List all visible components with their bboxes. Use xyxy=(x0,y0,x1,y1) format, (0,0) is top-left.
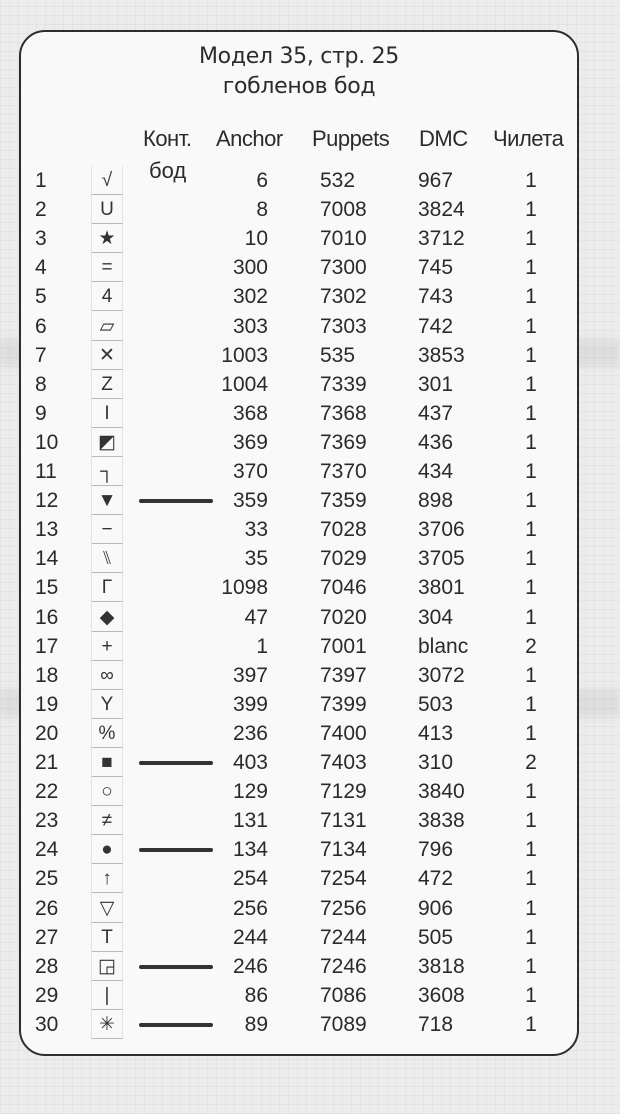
row-number: 20 xyxy=(35,721,59,745)
anchor-code: 10 xyxy=(244,227,268,251)
anchor-code: 303 xyxy=(232,314,268,338)
anchor-code: 246 xyxy=(232,954,268,978)
dmc-code: 505 xyxy=(418,925,454,949)
contour-line-icon xyxy=(139,848,213,852)
dmc-code: 3824 xyxy=(418,198,465,222)
strand-count: 1 xyxy=(525,780,537,804)
table-row xyxy=(21,806,577,835)
strand-count: 1 xyxy=(525,867,537,891)
anchor-code: 86 xyxy=(244,983,268,1007)
puppets-code: 7254 xyxy=(320,867,367,891)
puppets-code: 7403 xyxy=(320,751,367,774)
strand-count: 1 xyxy=(525,401,537,425)
strand-count: 1 xyxy=(525,169,537,192)
strand-count: 1 xyxy=(525,460,537,483)
title-line-1: Модел 35, стр. 25 xyxy=(199,44,399,69)
strand-count: 1 xyxy=(525,1012,537,1036)
down-triangle-outline-icon: ▽ xyxy=(91,894,123,923)
dmc-code: blanc xyxy=(418,634,469,658)
percent-icon: % xyxy=(91,719,123,748)
half-filled-square-icon: ◩ xyxy=(91,428,123,457)
dmc-code: 3840 xyxy=(418,780,465,804)
dmc-code: 437 xyxy=(418,401,454,425)
puppets-code: 7300 xyxy=(320,256,367,280)
dmc-code: 745 xyxy=(418,256,454,280)
strand-count: 1 xyxy=(525,198,537,222)
strand-count: 1 xyxy=(525,663,537,687)
row-number: 13 xyxy=(35,518,59,542)
strand-count: 1 xyxy=(525,576,537,600)
strand-count: 1 xyxy=(525,256,537,280)
dmc-code: 3608 xyxy=(418,983,465,1007)
table-row xyxy=(21,1010,577,1039)
table-row xyxy=(21,603,577,632)
table-row xyxy=(21,864,577,893)
puppets-code: 7368 xyxy=(320,401,367,425)
down-triangle-filled-icon: ▼ xyxy=(91,486,123,515)
table-row xyxy=(21,428,577,457)
table-row xyxy=(21,486,577,515)
puppets-code: 7397 xyxy=(320,663,367,687)
dmc-code: 906 xyxy=(418,896,454,920)
puppets-code: 7001 xyxy=(320,634,367,658)
strand-count: 1 xyxy=(525,954,537,978)
strand-count: 1 xyxy=(525,925,537,949)
puppets-code: 7302 xyxy=(320,285,367,309)
strand-count: 1 xyxy=(525,809,537,833)
strand-count: 1 xyxy=(525,227,537,251)
anchor-code: 33 xyxy=(244,518,268,542)
strand-count: 1 xyxy=(525,721,537,745)
row-number: 9 xyxy=(35,401,47,425)
row-number: 10 xyxy=(35,430,59,454)
document-title xyxy=(21,42,577,102)
puppets-code: 7131 xyxy=(320,809,367,833)
anchor-code: 399 xyxy=(232,692,268,716)
strand-count: 1 xyxy=(525,518,537,542)
infinity-icon: ∞ xyxy=(91,661,123,690)
table-row xyxy=(21,399,577,428)
puppets-code: 7010 xyxy=(320,227,367,251)
contour-line-icon xyxy=(139,761,213,765)
row-number: 29 xyxy=(35,983,59,1007)
strand-count: 1 xyxy=(525,343,537,367)
not-equal-icon: ≠ xyxy=(91,806,123,835)
dmc-code: 3706 xyxy=(418,518,465,542)
cross-icon: ✕ xyxy=(91,341,123,370)
star-icon: ★ xyxy=(91,224,123,253)
table-row xyxy=(21,894,577,923)
dmc-code: 718 xyxy=(418,1012,454,1036)
anchor-code: 370 xyxy=(232,460,268,483)
puppets-code: 7028 xyxy=(320,518,367,542)
row-number: 27 xyxy=(35,925,59,949)
anchor-code: 1 xyxy=(256,634,268,658)
puppets-code: 7020 xyxy=(320,605,367,629)
table-row xyxy=(21,195,577,224)
i-beam-icon: I xyxy=(91,399,123,428)
header-puppets: Puppets xyxy=(312,126,390,151)
puppets-code: 7029 xyxy=(320,547,367,571)
dmc-code: 301 xyxy=(418,372,454,396)
puppets-code: 7303 xyxy=(320,314,367,338)
anchor-code: 134 xyxy=(232,838,268,862)
anchor-code: 244 xyxy=(232,925,268,949)
corner-icon: ┐ xyxy=(91,457,123,486)
table-row xyxy=(21,166,577,195)
anchor-code: 89 xyxy=(244,1012,268,1036)
puppets-code: 7046 xyxy=(320,576,367,600)
row-number: 23 xyxy=(35,809,59,833)
anchor-code: 131 xyxy=(232,809,268,833)
strand-count: 1 xyxy=(525,285,537,309)
row-number: 1 xyxy=(35,169,47,192)
row-number: 22 xyxy=(35,780,59,804)
row-number: 8 xyxy=(35,372,47,396)
puppets-code: 532 xyxy=(320,169,356,192)
strand-count: 2 xyxy=(525,751,537,774)
anchor-code: 254 xyxy=(232,867,268,891)
row-number: 2 xyxy=(35,198,47,222)
diamond-icon: ◆ xyxy=(91,603,123,632)
equals-icon: = xyxy=(91,253,123,282)
row-number: 18 xyxy=(35,663,59,687)
row-number: 26 xyxy=(35,896,59,920)
row-number: 24 xyxy=(35,838,59,862)
table-row xyxy=(21,952,577,981)
anchor-code: 403 xyxy=(232,751,268,774)
puppets-code: 7370 xyxy=(320,460,367,483)
row-number: 5 xyxy=(35,285,47,309)
contour-line-icon xyxy=(139,1023,213,1027)
header-strands: Чилета xyxy=(493,126,564,151)
anchor-code: 368 xyxy=(232,401,268,425)
dmc-code: 304 xyxy=(418,605,454,629)
plus-icon: + xyxy=(91,632,123,661)
strand-count: 1 xyxy=(525,372,537,396)
anchor-code: 129 xyxy=(232,780,268,804)
four-icon: 4 xyxy=(91,282,123,311)
title-line-2: гобленов бод xyxy=(222,74,376,99)
anchor-code: 236 xyxy=(232,721,268,745)
row-number: 19 xyxy=(35,692,59,716)
table-row xyxy=(21,224,577,253)
dash-icon: − xyxy=(91,515,123,544)
dmc-code: 796 xyxy=(418,838,454,862)
header-dmc: DMC xyxy=(419,126,468,151)
asterisk-icon: ✳ xyxy=(91,1010,123,1039)
strand-count: 1 xyxy=(525,983,537,1007)
filled-square-icon: ■ xyxy=(91,748,123,777)
dmc-code: 503 xyxy=(418,692,454,716)
table-row xyxy=(21,515,577,544)
anchor-code: 256 xyxy=(232,896,268,920)
t-icon: T xyxy=(91,923,123,952)
table-row xyxy=(21,312,577,341)
row-number: 28 xyxy=(35,954,59,978)
dmc-code: 3801 xyxy=(418,576,465,600)
anchor-code: 369 xyxy=(232,430,268,454)
puppets-code: 535 xyxy=(320,343,356,367)
puppets-code: 7256 xyxy=(320,896,367,920)
table-row xyxy=(21,370,577,399)
dmc-code: 3838 xyxy=(418,809,465,833)
anchor-code: 35 xyxy=(244,547,268,571)
parallelogram-icon: ▱ xyxy=(91,312,123,341)
puppets-code: 7369 xyxy=(320,430,367,454)
puppets-code: 7008 xyxy=(320,198,367,222)
circle-icon: ○ xyxy=(91,777,123,806)
u-shape-icon: U xyxy=(91,195,123,224)
row-number: 4 xyxy=(35,256,47,280)
strand-count: 1 xyxy=(525,896,537,920)
strand-count: 1 xyxy=(525,489,537,513)
strand-count: 1 xyxy=(525,692,537,716)
table-row xyxy=(21,282,577,311)
puppets-code: 7086 xyxy=(320,983,367,1007)
row-number: 30 xyxy=(35,1012,59,1036)
row-number: 15 xyxy=(35,576,59,600)
dmc-code: 413 xyxy=(418,721,454,745)
strand-count: 2 xyxy=(525,634,537,658)
strand-count: 1 xyxy=(525,314,537,338)
contour-line-icon xyxy=(139,965,213,969)
table-row xyxy=(21,777,577,806)
header-contour-sub: бод xyxy=(149,158,187,183)
row-number: 7 xyxy=(35,343,47,367)
row-number: 25 xyxy=(35,867,59,891)
filled-circle-icon: ● xyxy=(91,835,123,864)
check-root-icon: √ xyxy=(91,166,123,195)
double-slash-icon: ⑊ xyxy=(91,544,123,573)
puppets-code: 7129 xyxy=(320,780,367,804)
anchor-code: 1004 xyxy=(221,372,268,396)
anchor-code: 397 xyxy=(232,663,268,687)
dmc-code: 3072 xyxy=(418,663,465,687)
anchor-code: 1003 xyxy=(221,343,268,367)
puppets-code: 7359 xyxy=(320,489,367,513)
puppets-code: 7400 xyxy=(320,721,367,745)
strand-count: 1 xyxy=(525,547,537,571)
dmc-code: 743 xyxy=(418,285,454,309)
row-number: 11 xyxy=(35,460,57,483)
row-number: 17 xyxy=(35,634,59,658)
row-number: 21 xyxy=(35,751,59,774)
table-row xyxy=(21,690,577,719)
table-row xyxy=(21,253,577,282)
dmc-code: 3705 xyxy=(418,547,465,571)
table-row xyxy=(21,981,577,1010)
anchor-code: 300 xyxy=(232,256,268,280)
thread-key-card xyxy=(19,30,579,1056)
dmc-code: 742 xyxy=(418,314,454,338)
table-row xyxy=(21,661,577,690)
row-number: 6 xyxy=(35,314,47,338)
dmc-code: 967 xyxy=(418,169,454,192)
puppets-code: 7246 xyxy=(320,954,367,978)
row-number: 3 xyxy=(35,227,47,251)
puppets-code: 7089 xyxy=(320,1012,367,1036)
puppets-code: 7399 xyxy=(320,692,367,716)
row-number: 14 xyxy=(35,547,59,571)
dmc-code: 472 xyxy=(418,867,454,891)
contour-line-icon xyxy=(139,499,213,503)
header-contour: Конт. xyxy=(143,126,192,151)
row-number: 12 xyxy=(35,489,59,513)
dmc-code: 3853 xyxy=(418,343,465,367)
anchor-code: 8 xyxy=(256,198,268,222)
up-arrow-icon: ↑ xyxy=(91,864,123,893)
puppets-code: 7244 xyxy=(320,925,367,949)
table-row xyxy=(21,341,577,370)
y-icon: Y xyxy=(91,690,123,719)
anchor-code: 6 xyxy=(256,169,268,192)
table-row xyxy=(21,544,577,573)
gamma-icon: Γ xyxy=(91,573,123,602)
strand-count: 1 xyxy=(525,605,537,629)
table-row xyxy=(21,923,577,952)
dmc-code: 898 xyxy=(418,489,454,513)
strand-count: 1 xyxy=(525,838,537,862)
dmc-code: 434 xyxy=(418,460,454,483)
anchor-code: 47 xyxy=(244,605,268,629)
header-anchor: Anchor xyxy=(216,126,283,151)
strand-count: 1 xyxy=(525,430,537,454)
z-icon: Z xyxy=(91,370,123,399)
table-row xyxy=(21,748,577,777)
dmc-code: 310 xyxy=(418,751,454,774)
table-row xyxy=(21,457,577,486)
table-row xyxy=(21,835,577,864)
table-row xyxy=(21,573,577,602)
row-number: 16 xyxy=(35,605,59,629)
anchor-code: 1098 xyxy=(221,576,268,600)
anchor-code: 359 xyxy=(232,489,268,513)
dmc-code: 436 xyxy=(418,430,454,454)
puppets-code: 7134 xyxy=(320,838,367,862)
anchor-code: 302 xyxy=(232,285,268,309)
square-corner-filled-icon: ◲ xyxy=(91,952,123,981)
dmc-code: 3712 xyxy=(418,227,465,251)
vertical-bar-icon: | xyxy=(91,981,123,1010)
table-row xyxy=(21,719,577,748)
puppets-code: 7339 xyxy=(320,372,367,396)
table-row xyxy=(21,632,577,661)
dmc-code: 3818 xyxy=(418,954,465,978)
